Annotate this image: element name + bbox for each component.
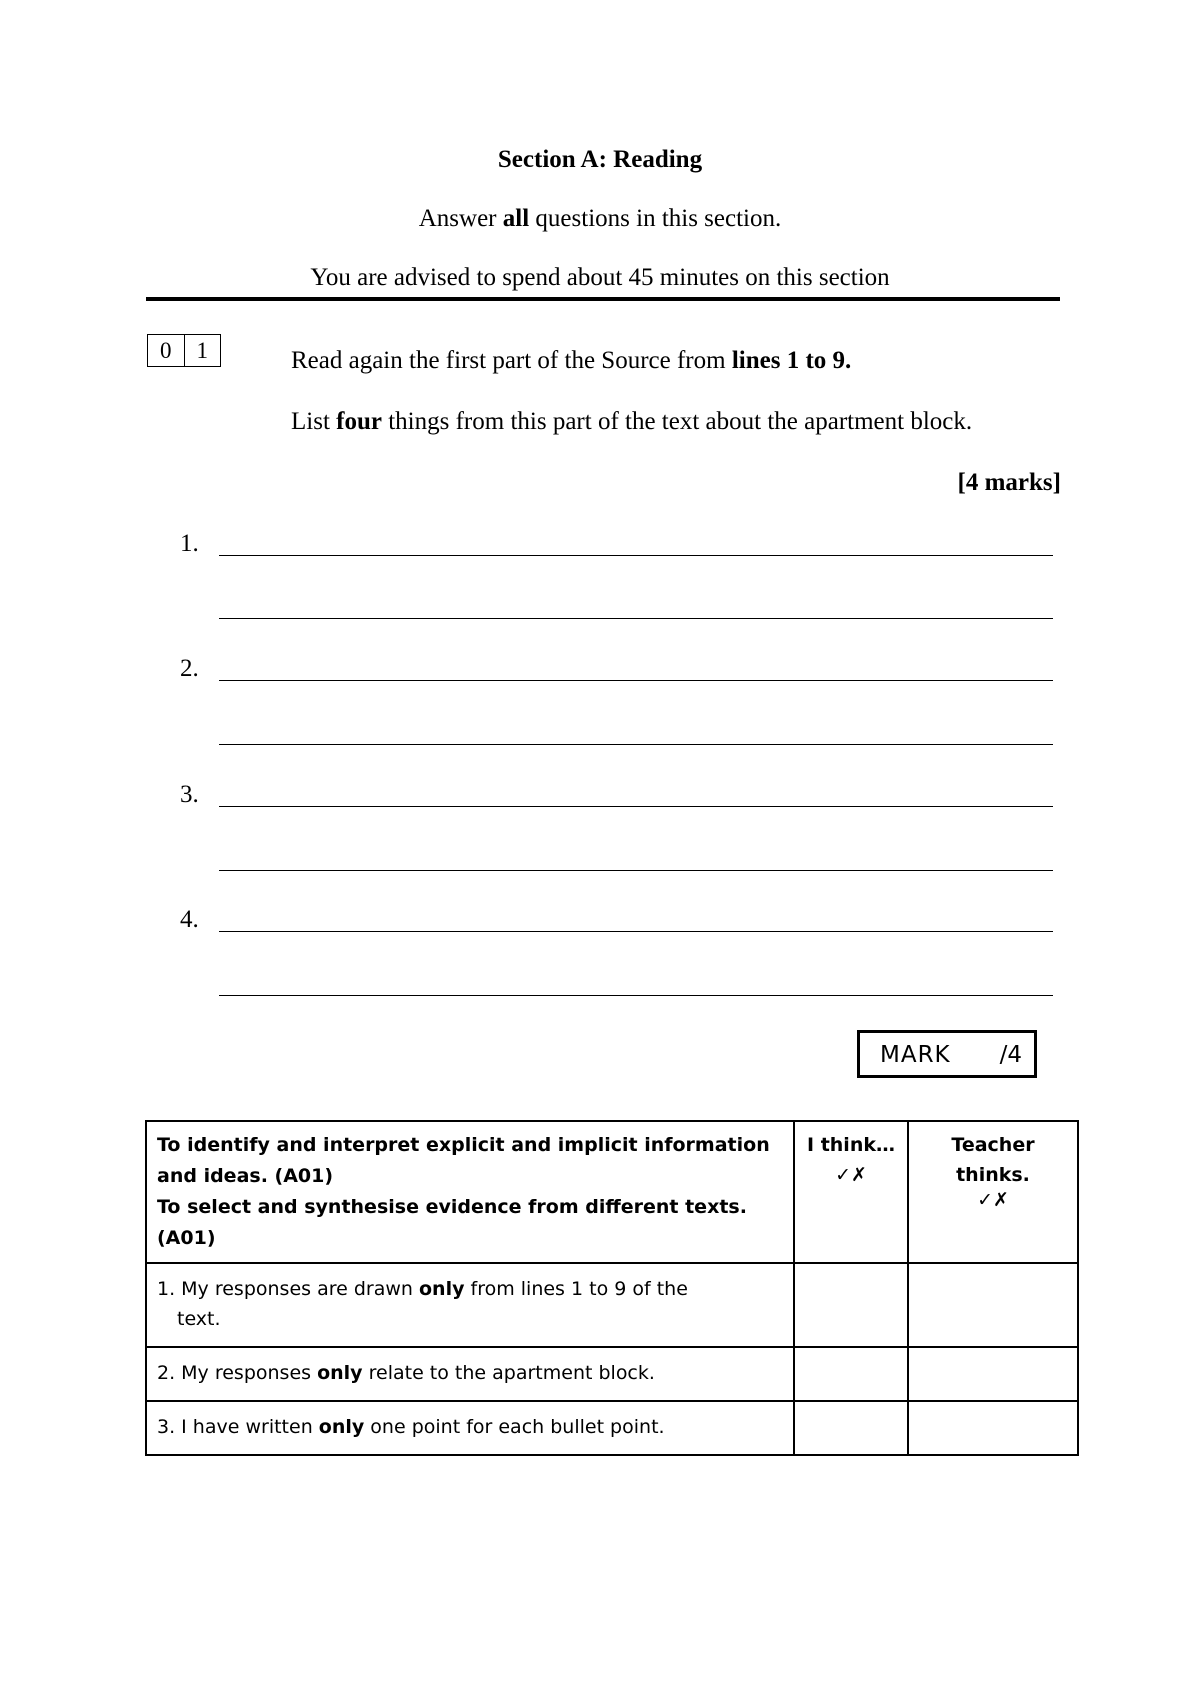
answer-all-instruction	[0, 205, 1200, 233]
criterion-bold: only	[317, 1362, 363, 1384]
self-check-cell[interactable]	[794, 1347, 908, 1401]
teacher-check-cell[interactable]	[908, 1263, 1078, 1347]
answer-number: 2.	[180, 655, 199, 682]
tick-cross-icon: ✓✗	[835, 1164, 867, 1186]
answer-number: 1.	[180, 530, 199, 557]
table-row	[146, 1263, 1078, 1347]
section-title: Section A: Reading	[497, 146, 703, 173]
question-line1-prefix: Read again the first part of the Source from	[291, 347, 732, 374]
mark-denominator: /4	[999, 1042, 1022, 1068]
criterion-suffix: relate to the apartment block.	[362, 1362, 655, 1384]
teacher-assessment-header	[908, 1121, 1078, 1263]
criterion-suffix: one point for each bullet point.	[364, 1416, 665, 1438]
answer-line[interactable]	[219, 618, 1053, 619]
question-number-digit: 1	[184, 335, 221, 366]
mark-box	[857, 1030, 1037, 1078]
table-header-row	[146, 1121, 1078, 1263]
objective-text: To select and synthesise evidence from different texts. (A01)	[157, 1196, 747, 1249]
criterion-suffix: from lines 1 to 9 of the	[464, 1278, 688, 1300]
objective-text: To identify and interpret explicit and implicit information and ideas. (A01)	[157, 1134, 770, 1187]
self-assessment-label: I think…	[807, 1134, 895, 1156]
mark-label: MARK	[880, 1042, 951, 1068]
criterion-bold: only	[418, 1278, 465, 1300]
time-advice: You are advised to spend about 45 minutes on this section	[310, 264, 890, 291]
self-assessment-table	[145, 1120, 1079, 1456]
answer-all-prefix: Answer	[418, 205, 503, 232]
question-number-box	[147, 334, 221, 367]
criterion-prefix: 2. My responses	[157, 1362, 318, 1384]
criterion-cell	[146, 1401, 794, 1455]
answer-all-suffix: questions in this section.	[529, 205, 782, 232]
question-instruction-source	[291, 347, 851, 375]
question-line2-bold: four	[336, 408, 382, 435]
question-line1-bold: lines 1 to 9.	[731, 347, 852, 374]
table-row	[146, 1347, 1078, 1401]
criterion-continuation: text.	[177, 1308, 221, 1330]
question-line2-suffix: things from this part of the text about the apartment block.	[381, 408, 973, 435]
question-instruction-list	[291, 408, 972, 436]
table-row	[146, 1401, 1078, 1455]
assessment-objectives-cell	[146, 1121, 794, 1263]
tick-cross-icon: ✓✗	[977, 1189, 1009, 1211]
answer-line[interactable]	[219, 870, 1053, 871]
criterion-prefix: 1. My responses are drawn	[157, 1278, 419, 1300]
marks-available: [4 marks]	[957, 469, 1061, 496]
criterion-cell	[146, 1347, 794, 1401]
answer-line[interactable]	[219, 806, 1053, 807]
answer-all-bold: all	[502, 205, 530, 232]
header-divider	[146, 297, 1060, 301]
question-number-digit: 0	[160, 338, 172, 363]
criterion-prefix: 3. I have written	[157, 1416, 319, 1438]
question-line2-prefix: List	[291, 408, 337, 435]
answer-line[interactable]	[219, 680, 1053, 681]
answer-line[interactable]	[219, 995, 1053, 996]
teacher-assessment-label: Teacher thinks.	[951, 1134, 1035, 1186]
teacher-check-cell[interactable]	[908, 1401, 1078, 1455]
criterion-bold: only	[318, 1416, 365, 1438]
answer-number: 3.	[180, 781, 199, 808]
self-check-cell[interactable]	[794, 1263, 908, 1347]
answer-number: 4.	[180, 906, 199, 933]
answer-line[interactable]	[219, 555, 1053, 556]
self-check-cell[interactable]	[794, 1401, 908, 1455]
criterion-cell	[146, 1263, 794, 1347]
teacher-check-cell[interactable]	[908, 1347, 1078, 1401]
answer-line[interactable]	[219, 931, 1053, 932]
answer-line[interactable]	[219, 744, 1053, 745]
self-assessment-header	[794, 1121, 908, 1263]
